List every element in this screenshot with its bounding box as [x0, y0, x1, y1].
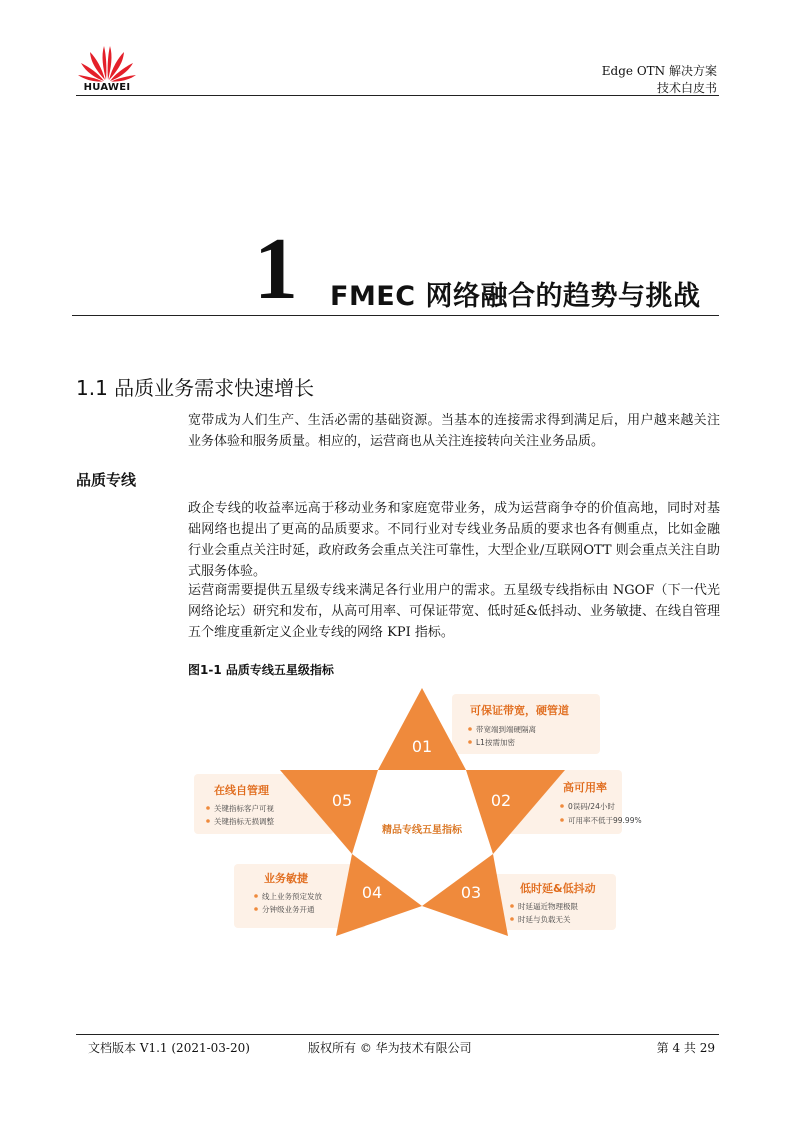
point-number-01: 01 — [411, 737, 433, 756]
subsection-heading: 品质专线 — [76, 471, 137, 489]
footer-divider — [76, 1034, 719, 1035]
card-02-bullet-2: 可用率不低于99.99% — [568, 816, 642, 825]
card-02-title: 高可用率 — [563, 781, 607, 794]
card-01-bullet-1: 带宽端到端硬隔离 — [476, 725, 536, 734]
star-center-label: 精品专线五星指标 — [382, 825, 462, 836]
card-01-title: 可保证带宽，硬管道 — [470, 704, 569, 717]
bullet-dot — [560, 804, 564, 808]
footer-page-number: 第 4 共 29 — [656, 1041, 715, 1055]
bullet-dot — [206, 819, 210, 823]
card-01 — [452, 694, 600, 754]
point-number-04: 04 — [361, 883, 383, 902]
bullet-dot — [560, 818, 564, 822]
card-01-bullet-2: L1按需加密 — [476, 738, 515, 747]
bullet-dot — [254, 907, 258, 911]
bullet-dot — [510, 917, 514, 921]
bullet-dot — [468, 740, 472, 744]
paragraph-five-star: 运营商需要提供五星级专线来满足各行业用户的需求。五星级专线指标由 NGOF（下一代光网络论坛）研究和发布，从高可用率、可保证带宽、低时延&低抖动、业务敏捷、在线自管理五个维度重新定义企业专线的网络 KPI 指标。 — [188, 583, 720, 640]
point-number-05: 05 — [331, 791, 353, 810]
section-heading: 1.1 品质业务需求快速增长 — [76, 376, 315, 400]
logo-text: HUAWEI — [83, 82, 131, 93]
huawei-flower-icon — [76, 44, 138, 82]
card-04-bullet-1: 线上业务预定发放 — [262, 892, 322, 901]
card-05-title: 在线自管理 — [214, 784, 269, 797]
figure-caption: 图1-1 品质专线五星级指标 — [188, 663, 334, 677]
footer-copyright: 版权所有 © 华为技术有限公司 — [308, 1041, 472, 1055]
paragraph-intro: 宽带成为人们生产、生活必需的基础资源。当基本的连接需求得到满足后，用户越来越关注业务体验和服务质量。相应的，运营商也从关注连接转向关注业务品质。 — [188, 413, 720, 449]
huawei-logo — [76, 44, 138, 96]
chapter-divider — [72, 315, 719, 316]
card-03-title: 低时延&低抖动 — [520, 882, 596, 895]
card-03-bullet-1: 时延逼近物理极限 — [518, 902, 578, 911]
footer-version: 文档版本 V1.1 (2021-03-20) — [88, 1041, 250, 1055]
paragraph-enterprise-lines: 政企专线的收益率远高于移动业务和家庭宽带业务，成为运营商争夺的价值高地，同时对基础网络也提出了更高的品质要求。不同行业对专线业务品质的要求也各有侧重点，比如金融行业会重点关注时延，政府政务会重点关注可靠性，大型企业/互联网OTT 则会重点关注自助式服务体验。 — [188, 501, 720, 579]
header-title: Edge OTN 解决方案 — [601, 64, 717, 78]
bullet-dot — [510, 904, 514, 908]
header-subtitle: 技术白皮书 — [656, 81, 717, 95]
point-number-02: 02 — [490, 791, 512, 810]
card-04-title: 业务敏捷 — [264, 872, 308, 885]
card-04-bullet-2: 分钟级业务开通 — [262, 905, 315, 914]
card-05-bullet-2: 关键指标无损调整 — [214, 817, 274, 826]
chapter-number: 1 — [254, 221, 298, 318]
bullet-dot — [468, 727, 472, 731]
card-02-bullet-1: 0误码/24小时 — [568, 802, 615, 811]
card-05-bullet-1: 关键指标客户可视 — [214, 804, 274, 813]
point-number-03: 03 — [460, 883, 482, 902]
bullet-dot — [206, 806, 210, 810]
card-03-bullet-2: 时延与负载无关 — [518, 915, 571, 924]
five-star-diagram — [190, 688, 642, 940]
five-star-figure — [190, 688, 642, 940]
header-divider — [76, 95, 719, 96]
chapter-title: FMEC 网络融合的趋势与挑战 — [330, 281, 701, 312]
bullet-dot — [254, 894, 258, 898]
